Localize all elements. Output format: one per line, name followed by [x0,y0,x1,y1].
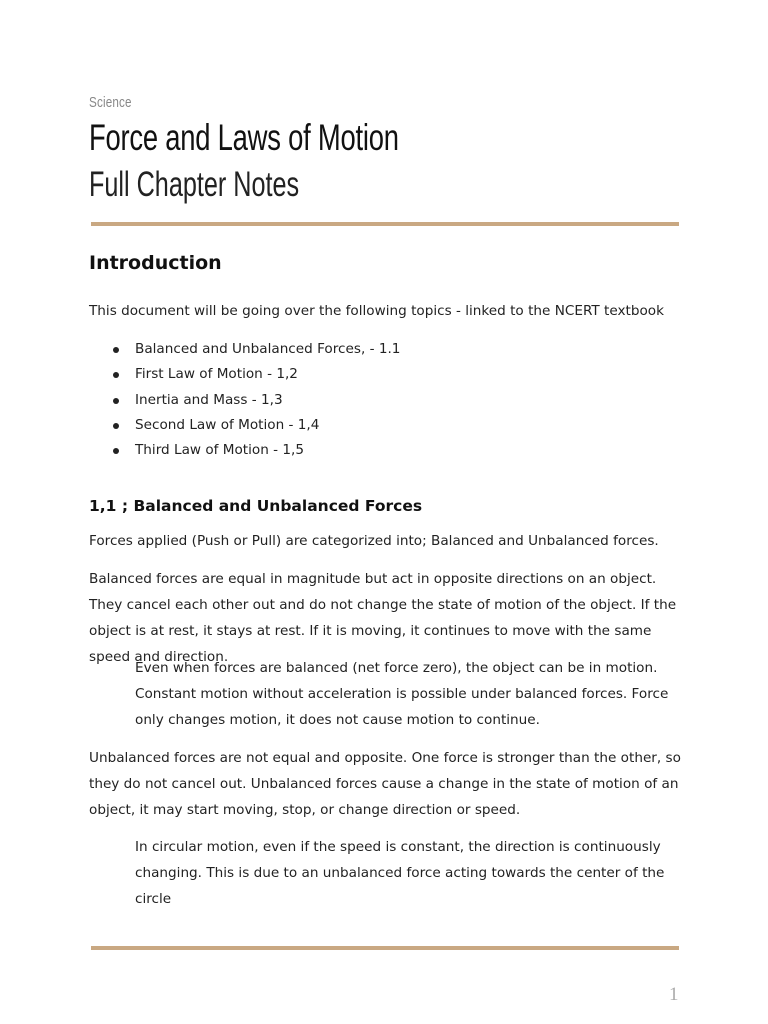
document-title: Force and Laws of Motion [89,117,399,158]
list-item: Second Law of Motion - 1,4 [89,413,400,438]
footer-divider [91,946,679,950]
list-item: Inertia and Mass - 1,3 [89,388,400,413]
document-subtitle: Full Chapter Notes [89,165,300,204]
section-note-1: Even when forces are balanced (net force zero), the object can be in motion. Constant motion without acceleration is possible under balanced forces. Force only changes motion, it does not cause motion to continue. [135,660,669,728]
bullet-icon [113,398,119,404]
subject-label: Science [89,94,132,111]
section-paragraph-1: Forces applied (Push or Pull) are categorized into; Balanced and Unbalanced forces. [89,533,659,549]
section-paragraph-2: Balanced forces are equal in magnitude but act in opposite directions on an object. They cancel each other out and do not change the state of motion of the object. If the object is at rest, it stays at rest. If it is moving, it continues to move with the same speed and direction. [89,571,677,665]
bullet-icon [113,372,119,378]
topics-list [89,337,400,463]
document-page [89,0,679,1024]
section-heading: 1,1 ; Balanced and Unbalanced Forces [89,497,423,515]
bullet-icon [113,423,119,429]
section-paragraph-3: Unbalanced forces are not equal and opposite. One force is stronger than the other, so they do not cancel out. Unbalanced forces cause a change in the state of motion of an object, it may start moving, stop, or change direction or speed. [89,750,681,818]
section-note-2: In circular motion, even if the speed is constant, the direction is continuously changing. This is due to an unbalanced force acting towards the center of the circle [135,839,665,907]
bullet-icon [113,347,119,353]
page-number: 1 [669,984,679,1005]
header-divider [91,222,679,226]
list-item: Third Law of Motion - 1,5 [89,438,400,463]
intro-heading: Introduction [89,252,222,274]
list-item: Balanced and Unbalanced Forces, - 1.1 [89,337,400,362]
list-item: First Law of Motion - 1,2 [89,362,400,387]
intro-paragraph: This document will be going over the following topics - linked to the NCERT textbook [89,303,664,319]
bullet-icon [113,448,119,454]
